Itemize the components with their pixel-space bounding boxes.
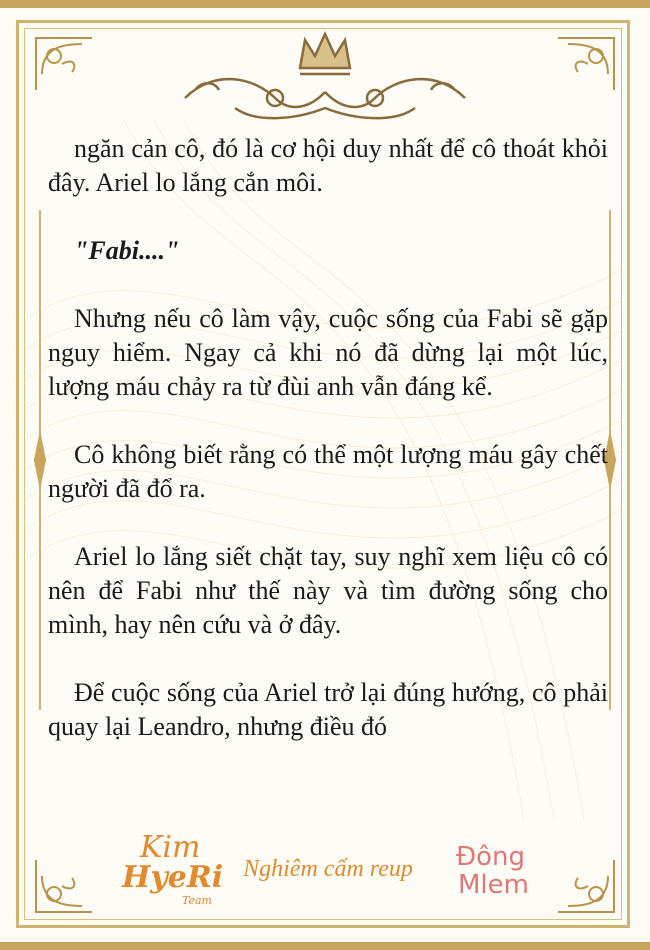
crown-ornament-icon xyxy=(175,28,475,128)
story-text xyxy=(48,132,608,744)
top-band xyxy=(0,0,650,8)
logo-line: Team xyxy=(182,894,212,907)
paragraph: Ariel lo lắng siết chặt tay, suy nghĩ xem liệu cô có nên để Fabi như thế này và tìm đường sống cho mình, hay nên cứu và ở đây. xyxy=(48,542,608,639)
logo-line: HyeRi xyxy=(122,860,224,895)
paragraph: ngăn cản cô, đó là cơ hội duy nhất để cô thoát khỏi đây. Ariel lo lắng cắn môi. xyxy=(48,134,608,197)
dialogue-line: "Fabi...." xyxy=(74,236,180,265)
bottom-band xyxy=(0,942,650,950)
no-reup-notice: Nghiêm cấm reup xyxy=(243,856,413,882)
left-side-ornament xyxy=(30,210,50,710)
paragraph: Cô không biết rằng có thể một lượng máu gây chết người đã đổ ra. xyxy=(48,440,608,503)
corner-flourish-icon xyxy=(32,34,102,94)
paragraph: Để cuộc sống của Ariel trở lại đúng hướng, cô phải quay lại Leandro, nhưng điều đó xyxy=(48,678,608,741)
footer xyxy=(24,820,622,920)
kim-hyeri-logo xyxy=(112,830,232,910)
logo-line: Đông xyxy=(456,842,526,872)
dong-mlem-logo xyxy=(436,830,556,910)
corner-flourish-icon xyxy=(548,34,618,94)
logo-line: Mlem xyxy=(458,870,529,900)
paragraph: Nhưng nếu cô làm vậy, cuộc sống của Fabi sẽ gặp nguy hiểm. Ngay cả khi nó đã dừng lại một lúc, lượng máu chảy ra từ đùi anh vẫn đáng kể. xyxy=(48,304,608,401)
logo-line: Kim xyxy=(140,830,201,865)
